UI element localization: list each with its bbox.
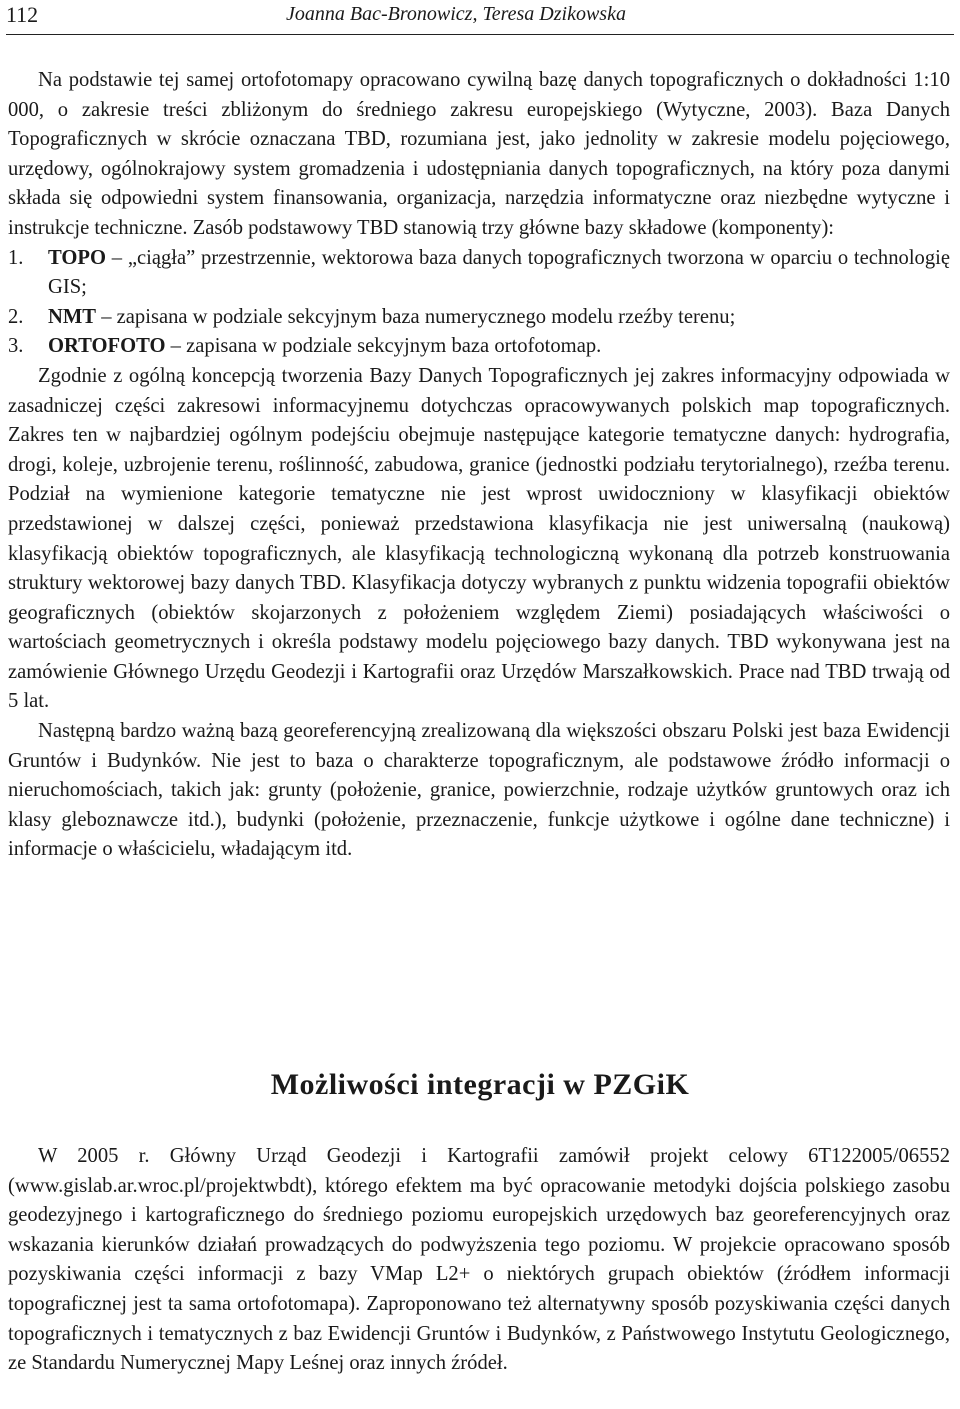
list-text: – „ciągła” przestrzennie, wektorowa baza danych topograficznych tworzona w oparciu o technologię GIS; — [48, 246, 950, 299]
body-text-section-1 — [8, 66, 950, 865]
list-number: 1. — [8, 246, 24, 269]
list-text: – zapisana w podziale sekcyjnym baza numerycznego modelu rzeźby terenu; — [96, 305, 736, 328]
body-text-section-2 — [8, 1142, 950, 1379]
section-heading: Możliwości integracji w PZGiK — [270, 1068, 690, 1101]
list-number: 3. — [8, 335, 24, 358]
paragraph: Zgodnie z ogólną koncepcją tworzenia Bazy Danych Topograficznych jej zakres informacyjny odpowiada w zasadniczej części zakresowi informacyjnemu dotychczas opracowywanych polskich map topograficznych. Zakres ten w najbardziej ogólnym podejściu obejmuje następujące kategorie tematyczne danych: hydrografia, drogi, koleje, uzbrojenie terenu, roślinność, zabudowa, granice (jednostki podziału terytorialnego), rzeźba terenu. Podział na wymienione kategorie tematyczne nie jest wprost uwidoczniony w klasyfikacji obiektów przedstawionej w dalszej części, ponieważ przedstawiona klasyfikacja nie jest uniwersalną (naukową) klasyfikacją obiektów topograficznych, ale klasyfikacją technologiczną wykonaną dla potrzeb konstruowania struktury wektorowej bazy danych TBD. Klasyfikacja dotyczy wybranych z punktu widzenia topografii obiektów geograficznych (obiektów skojarzonych z położeniem względem Ziemi) posiadających właściwości o wartościach geometrycznych i określa podstawy modelu pojęciowego bazy danych. TBD wykonywana jest na zamówienie Głównego Urzędu Geodezji i Kartografii oraz Urzędów Marszałkowskich. Prace nad TBD trwają od 5 lat. — [8, 364, 950, 713]
list-term: TOPO — [48, 246, 106, 269]
list-item — [8, 332, 950, 362]
list-item — [8, 303, 950, 333]
list-body — [48, 303, 950, 333]
paragraph: Następną bardzo ważną bazą georeferencyjną zrealizowaną dla większości obszaru Polski jest baza Ewidencji Gruntów i Budynków. Nie jest to baza o charakterze topograficznym, ale podstawowe źródło informacji o nieruchomościach, takich jak: grunty (położenie, granice, powierzchnie, rodzaje użytków gruntowych oraz ich klasy gleboznawcze itd.), budynki (położenie, przeznaczenie, funkcje użytkowe i ogólne dane techniczne) i informacje o właścicielu, władającym itd. — [8, 720, 950, 861]
list-term: NMT — [48, 305, 97, 328]
list-number: 2. — [8, 305, 24, 328]
list-body — [48, 332, 950, 362]
running-head: Joanna Bac-Bronowicz, Teresa Dzikowska — [286, 3, 626, 25]
list-body — [48, 244, 950, 303]
list-text: – zapisana w podziale sekcyjnym baza ortofotomap. — [165, 335, 602, 358]
list-item — [8, 244, 950, 303]
paragraph: W 2005 r. Główny Urząd Geodezji i Kartografii zamówił projekt celowy 6T122005/06552 (www.gislab.ar.wroc.pl/projektwbdt), którego efektem ma być opracowanie metodyki dojścia polskiego zasobu geodezyjnego i kartograficznego do średniego poziomu europejskich urzędowych baz georeferencyjnych oraz wskazania kierunków działań prowadzących do podwyższenia tego poziomu. W projekcie opracowano sposób pozyskiwania części informacji z bazy VMap L2+ o niektórych grupach obiektów (źródłem informacji topograficznej jest ta sama ortofotomapa). Zaproponowano też alternatywny sposób pozyskiwania części danych topograficznych i tematycznych z baz Ewidencji Gruntów i Budynków, z Państwowego Instytutu Geologicznego, ze Standardu Numerycznej Mapy Leśnej oraz innych źródeł. — [8, 1145, 950, 1375]
page-number: 112 — [6, 2, 39, 27]
paragraph: Na podstawie tej samej ortofotomapy opracowano cywilną bazę danych topograficznych o dokładności 1:10 000, o zakresie treści zbliżonym do średniego zakresu europejskiego (Wytyczne, 2003). Baza Danych Topograficznych w skrócie oznaczana TBD, rozumiana jest, jako jednolity w zakresie modelu pojęciowego, urzędowy, ogólnokrajowy system gromadzenia i udostępniania danych topograficznych, na który poza danymi składa się odpowiedni system finansowania, organizacja, narzędzia informatyczne oraz niezbędne wytyczne i instrukcje techniczne. Zasób podstawowy TBD stanowią trzy główne bazy składowe (komponenty): — [8, 69, 950, 239]
list-term: ORTOFOTO — [48, 335, 166, 358]
page-header — [6, 0, 954, 35]
